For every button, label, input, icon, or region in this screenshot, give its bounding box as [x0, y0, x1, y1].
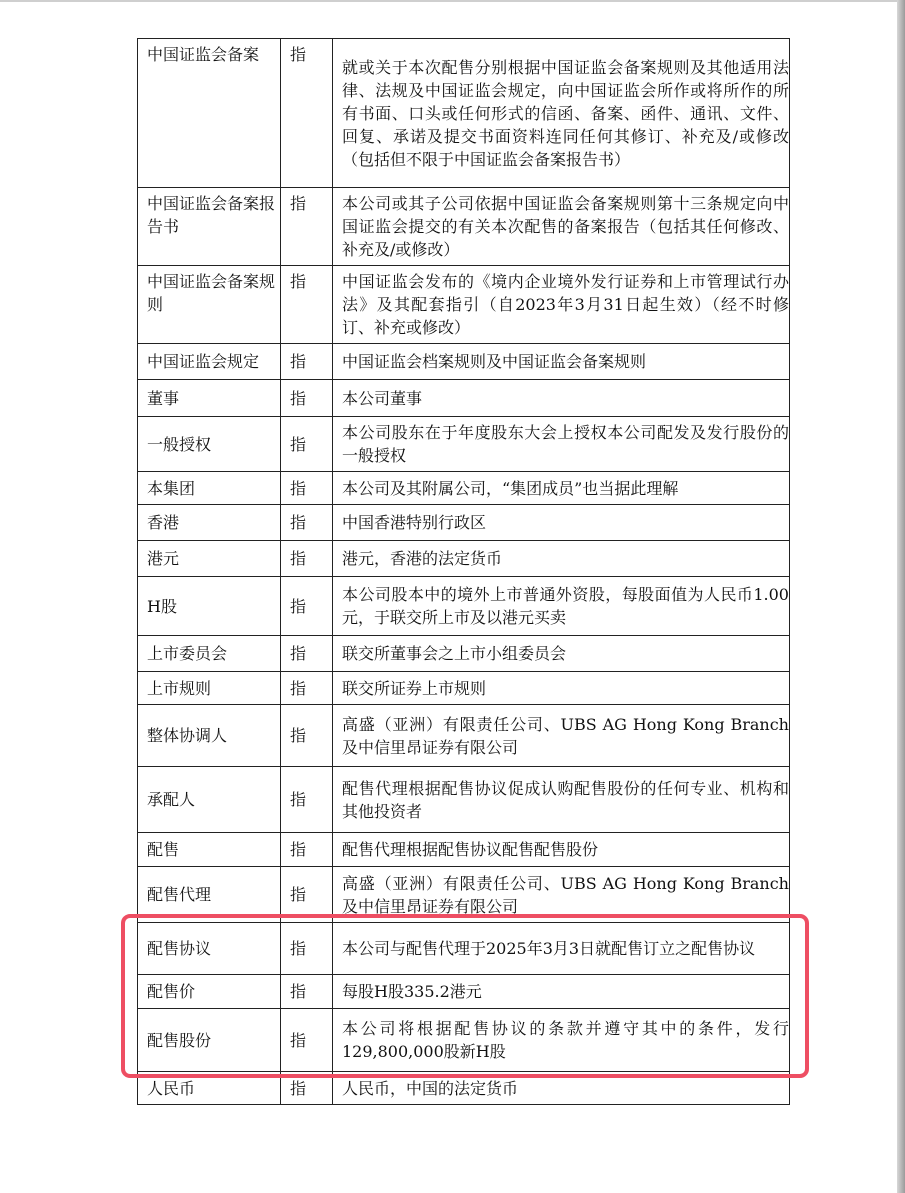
- term-cell: 承配人: [138, 767, 281, 833]
- table-row: [138, 705, 790, 767]
- definition-cell: 本公司与配售代理于2025年3月3日就配售订立之配售协议: [333, 923, 790, 975]
- table-row: [138, 266, 790, 344]
- definition-cell: 人民币，中国的法定货币: [333, 1072, 790, 1105]
- table-row: [138, 39, 790, 188]
- table-row: [138, 923, 790, 975]
- zhi-cell: 指: [281, 344, 333, 380]
- definition-cell: 每股H股335.2港元: [333, 975, 790, 1009]
- table-row: [138, 577, 790, 636]
- term-cell: 董事: [138, 380, 281, 417]
- term-cell: 中国证监会备案规则: [138, 266, 281, 344]
- term-cell: 香港: [138, 505, 281, 541]
- term-cell: 上市委员会: [138, 636, 281, 672]
- page-top-edge: [0, 0, 905, 2]
- term-cell: 配售: [138, 833, 281, 867]
- definition-cell: 本公司董事: [333, 380, 790, 417]
- table-row: [138, 380, 790, 417]
- table-row: [138, 505, 790, 541]
- zhi-cell: 指: [281, 472, 333, 505]
- table-row: [138, 417, 790, 472]
- table-row: [138, 344, 790, 380]
- zhi-cell: 指: [281, 417, 333, 472]
- term-cell: 中国证监会备案报告书: [138, 188, 281, 266]
- term-cell: 配售股份: [138, 1009, 281, 1072]
- definition-cell: 高盛（亚洲）有限责任公司、UBS AG Hong Kong Branch及中信里昂证券有限公司: [333, 705, 790, 767]
- zhi-cell: 指: [281, 39, 333, 188]
- definition-cell: 本公司及其附属公司，“集团成员”也当据此理解: [333, 472, 790, 505]
- table-row: [138, 188, 790, 266]
- zhi-cell: 指: [281, 380, 333, 417]
- zhi-cell: 指: [281, 1009, 333, 1072]
- term-cell: 中国证监会备案: [138, 39, 281, 188]
- definition-cell: 中国香港特别行政区: [333, 505, 790, 541]
- zhi-cell: 指: [281, 1072, 333, 1105]
- zhi-cell: 指: [281, 636, 333, 672]
- term-cell: 一般授权: [138, 417, 281, 472]
- definition-cell: 本公司将根据配售协议的条款并遵守其中的条件，发行129,800,000股新H股: [333, 1009, 790, 1072]
- zhi-cell: 指: [281, 505, 333, 541]
- definition-cell: 中国证监会发布的《境内企业境外发行证券和上市管理试行办法》及其配套指引（自2023年3月31日起生效）（经不时修订、补充或修改）: [333, 266, 790, 344]
- table-row: [138, 541, 790, 577]
- definition-cell: 配售代理根据配售协议配售配售股份: [333, 833, 790, 867]
- page-right-edge: [897, 0, 905, 1193]
- term-cell: 上市规则: [138, 672, 281, 705]
- table-row: [138, 1072, 790, 1105]
- definition-cell: 中国证监会档案规则及中国证监会备案规则: [333, 344, 790, 380]
- definition-cell: 本公司股东在于年度股东大会上授权本公司配发及发行股份的一般授权: [333, 417, 790, 472]
- term-cell: 本集团: [138, 472, 281, 505]
- table-row: [138, 636, 790, 672]
- table-row: [138, 767, 790, 833]
- definition-cell: 港元，香港的法定货币: [333, 541, 790, 577]
- definition-cell: 高盛（亚洲）有限责任公司、UBS AG Hong Kong Branch及中信里昂证券有限公司: [333, 867, 790, 923]
- definition-cell: 本公司股本中的境外上市普通外资股，每股面值为人民币1.00元，于联交所上市及以港元买卖: [333, 577, 790, 636]
- zhi-cell: 指: [281, 867, 333, 923]
- term-cell: 整体协调人: [138, 705, 281, 767]
- zhi-cell: 指: [281, 767, 333, 833]
- zhi-cell: 指: [281, 975, 333, 1009]
- zhi-cell: 指: [281, 705, 333, 767]
- term-cell: 配售协议: [138, 923, 281, 975]
- definition-cell: 配售代理根据配售协议促成认购配售股份的任何专业、机构和其他投资者: [333, 767, 790, 833]
- term-cell: 配售代理: [138, 867, 281, 923]
- zhi-cell: 指: [281, 188, 333, 266]
- definition-cell: 联交所证券上市规则: [333, 672, 790, 705]
- term-cell: H股: [138, 577, 281, 636]
- zhi-cell: 指: [281, 672, 333, 705]
- zhi-cell: 指: [281, 923, 333, 975]
- table-row: [138, 867, 790, 923]
- zhi-cell: 指: [281, 266, 333, 344]
- definition-cell: 本公司或其子公司依据中国证监会备案规则第十三条规定向中国证监会提交的有关本次配售的备案报告（包括其任何修改、补充及/或修改）: [333, 188, 790, 266]
- table-row: [138, 975, 790, 1009]
- term-cell: 中国证监会规定: [138, 344, 281, 380]
- term-cell: 港元: [138, 541, 281, 577]
- table-row: [138, 1009, 790, 1072]
- zhi-cell: 指: [281, 833, 333, 867]
- table-row: [138, 472, 790, 505]
- zhi-cell: 指: [281, 577, 333, 636]
- term-cell: 配售价: [138, 975, 281, 1009]
- definitions-table: [137, 38, 790, 1105]
- term-cell: 人民币: [138, 1072, 281, 1105]
- table-row: [138, 672, 790, 705]
- definition-cell: 联交所董事会之上市小组委员会: [333, 636, 790, 672]
- zhi-cell: 指: [281, 541, 333, 577]
- definition-cell: 就或关于本次配售分别根据中国证监会备案规则及其他适用法律、法规及中国证监会规定，向中国证监会所作或将所作的所有书面、口头或任何形式的信函、备案、函件、通讯、文件、回复、承诺及提交书面资料连同任何其修订、补充及/或修改（包括但不限于中国证监会备案报告书）: [333, 39, 790, 188]
- table-row: [138, 833, 790, 867]
